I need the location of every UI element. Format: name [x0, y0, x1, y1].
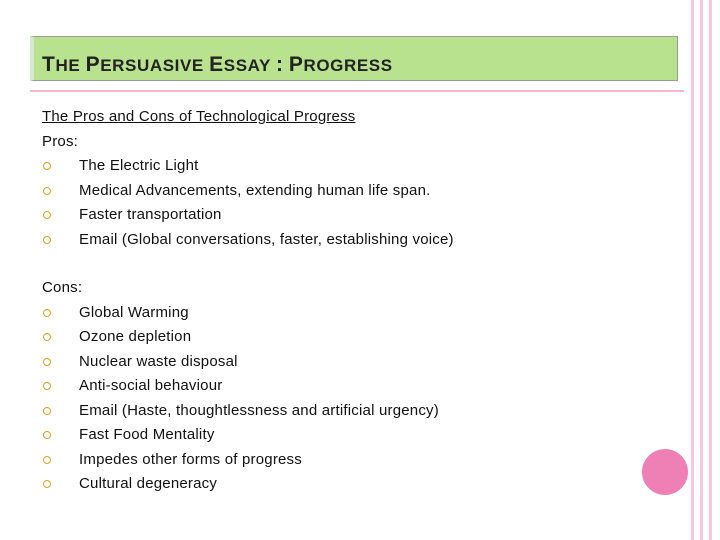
cons-item-text: Anti-social behaviour	[79, 377, 223, 394]
spacer	[42, 252, 662, 276]
cons-item-text: Impedes other forms of progress	[79, 450, 302, 468]
slide-content	[42, 105, 662, 497]
pros-item-text: Email (Global conversations, faster, establishing voice)	[79, 230, 454, 248]
circle-bullet-icon	[43, 309, 51, 317]
cons-item	[42, 472, 662, 497]
decor-stripe	[700, 0, 703, 540]
pros-item-text: The Electric Light	[79, 157, 199, 174]
circle-bullet-icon	[43, 382, 51, 390]
title-part: PERSUASIVE	[85, 53, 210, 76]
pros-item	[42, 179, 662, 204]
cons-item	[42, 350, 662, 375]
circle-bullet-icon	[43, 211, 51, 219]
cons-item-text: Fast Food Mentality	[79, 426, 215, 443]
circle-bullet-icon	[43, 358, 51, 366]
cons-item-text: Cultural degeneracy	[79, 475, 218, 492]
circle-bullet-icon	[43, 480, 51, 488]
pros-item	[42, 203, 662, 228]
circle-bullet-icon	[43, 407, 51, 415]
pros-label: Pros:	[42, 132, 79, 150]
pros-item-text: Medical Advancements, extending human life span.	[79, 181, 431, 199]
decor-stripe	[691, 0, 694, 540]
cons-item	[42, 374, 662, 399]
cons-item	[42, 448, 662, 473]
cons-item-text: Global Warming	[79, 303, 189, 321]
cons-item-text: Nuclear waste disposal	[79, 352, 238, 370]
pros-item	[42, 228, 662, 253]
circle-bullet-icon	[43, 187, 51, 195]
slide-title	[42, 53, 393, 77]
title-bar	[30, 36, 678, 81]
cons-item-text: Email (Haste, thoughtlessness and artificial urgency)	[79, 401, 439, 419]
cons-item	[42, 301, 662, 326]
cons-item	[42, 325, 662, 350]
cons-item	[42, 399, 662, 424]
circle-bullet-icon	[43, 162, 51, 170]
cons-item-text: Ozone depletion	[79, 328, 192, 345]
circle-bullet-icon	[43, 431, 51, 439]
cons-label: Cons:	[42, 279, 83, 296]
decor-stripe	[709, 0, 712, 540]
divider	[30, 90, 684, 92]
circle-bullet-icon	[43, 456, 51, 464]
title-part: THE	[42, 53, 86, 76]
content-heading: The Pros and Cons of Technological Progress	[42, 108, 356, 125]
circle-bullet-icon	[43, 236, 51, 244]
title-part: PROGRESS	[288, 53, 393, 76]
circle-bullet-icon	[43, 333, 51, 341]
pros-item-text: Faster transportation	[79, 206, 222, 223]
title-part: ESSAY	[209, 53, 276, 76]
title-part: :	[275, 53, 284, 76]
pros-item	[42, 154, 662, 179]
cons-item	[42, 423, 662, 448]
